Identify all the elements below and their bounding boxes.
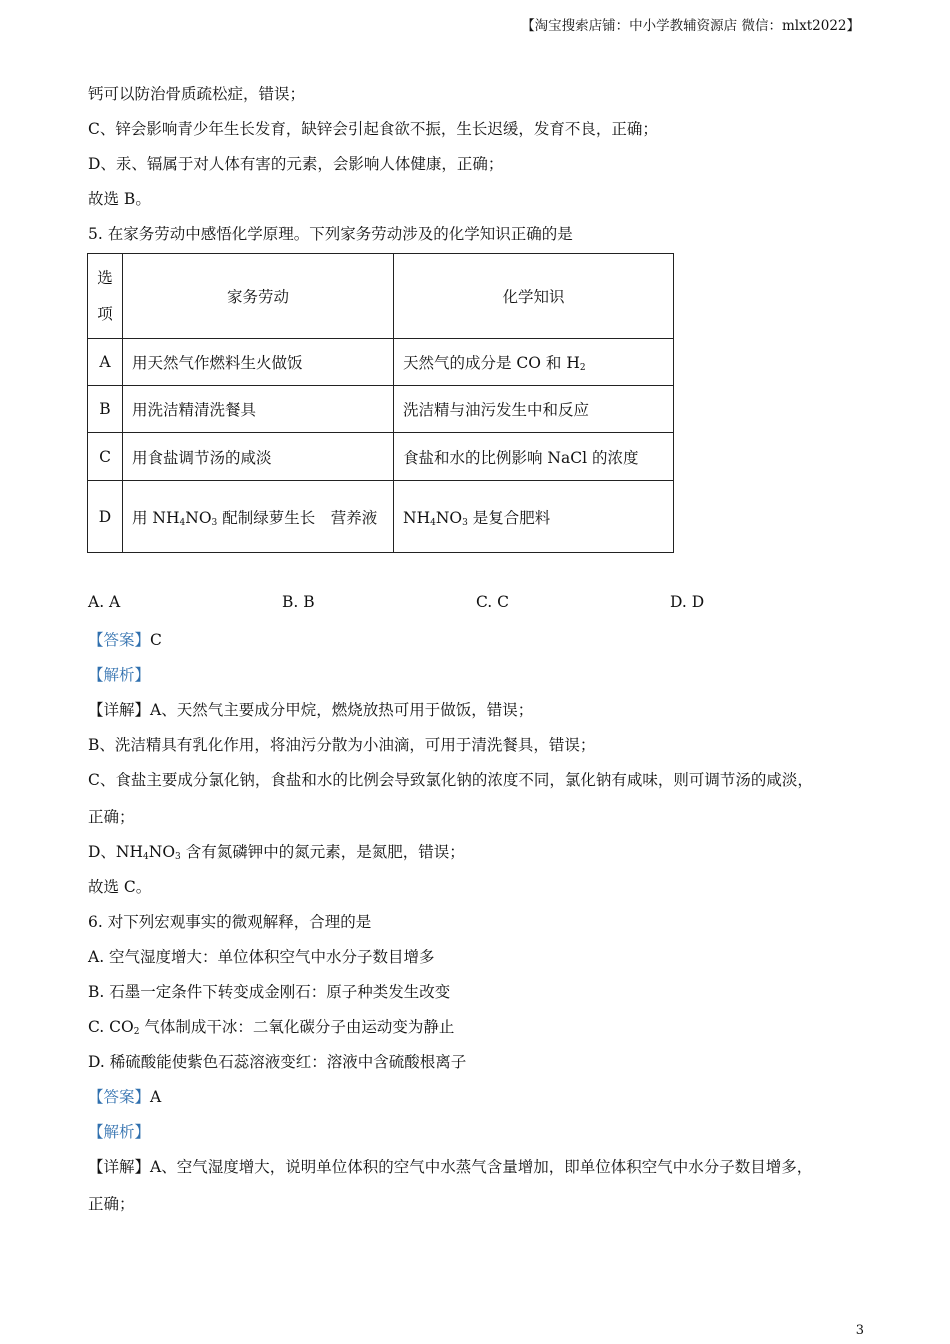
table-header-row [88, 254, 674, 339]
q5-detail-c1: C、食盐主要成分氯化钠，食盐和水的比例会导致氯化钠的浓度不同，氯化钠有咸味，则可调节汤的咸淡， [88, 771, 813, 789]
header-knowledge: 化学知识 [394, 254, 674, 339]
q6-option-b: B. 石墨一定条件下转变成金刚石：原子种类发生改变 [88, 983, 451, 1001]
q5-detail-c2: 正确； [88, 808, 135, 826]
q5-detail-b: B、洗洁精具有乳化作用，将油污分散为小油滴，可用于清洗餐具，错误； [88, 736, 596, 754]
q5-conclusion: 故选 C。 [88, 878, 152, 896]
page-number: 3 [855, 1323, 864, 1338]
row-labor: 用食盐调节汤的咸淡 [123, 433, 394, 481]
prev-line-1: 钙可以防治骨质疏松症，错误； [88, 85, 306, 103]
q5-option-a: A. A [88, 593, 121, 611]
q6-answer: 【答案】A [88, 1088, 162, 1106]
row-option: D [88, 481, 123, 553]
q6-option-d: D. 稀硫酸能使紫色石蕊溶液变红：溶液中含硫酸根离子 [88, 1053, 467, 1071]
q6-analysis-label: 【解析】 [88, 1123, 151, 1141]
q5-option-b: B. B [282, 593, 315, 611]
prev-line-d: D、汞、镉属于对人体有害的元素，会影响人体健康，正确； [88, 155, 504, 173]
row-knowledge: 食盐和水的比例影响 NaCl 的浓度 [394, 433, 674, 481]
q5-stem: 5. 在家务劳动中感悟化学原理。下列家务劳动涉及的化学知识正确的是 [88, 225, 573, 243]
prev-conclusion: 故选 B。 [88, 190, 151, 208]
page-header: 【淘宝搜索店铺：中小学教辅资源店 微信：mlxt2022】 [521, 18, 860, 34]
q6-option-a: A. 空气湿度增大：单位体积空气中水分子数目增多 [88, 948, 435, 966]
q6-detail-a2: 正确； [88, 1195, 135, 1213]
row-knowledge: 天然气的成分是 CO 和 $H_2$ [394, 339, 674, 386]
prev-line-c: C、锌会影响青少年生长发育，缺锌会引起食欲不振，生长迟缓，发育不良，正确； [88, 120, 658, 138]
row-labor: 用洗洁精清洗餐具 [123, 386, 394, 433]
q5-option-c: C. C [476, 593, 510, 611]
row-labor: 用 $NH_4NO_3$ 配制绿萝生长 营养液 [123, 481, 394, 553]
table-row [88, 386, 674, 433]
row-option: C [88, 433, 123, 481]
q5-detail-d: D、$NH_4NO_3$ 含有氮磷钾中的氮元素，是氮肥，错误； [88, 843, 465, 862]
row-option: A [88, 339, 123, 386]
row-knowledge: 洗洁精与油污发生中和反应 [394, 386, 674, 433]
q5-detail-a: 【详解】A、天然气主要成分甲烷，燃烧放热可用于做饭，错误； [88, 701, 534, 719]
header-option: 选 项 [88, 254, 123, 339]
q5-analysis-label: 【解析】 [88, 666, 151, 684]
row-knowledge: $NH_4NO_3$ 是复合肥料 [394, 481, 674, 553]
q5-answer: 【答案】C [88, 631, 162, 649]
q6-detail-a1: 【详解】A、空气湿度增大，说明单位体积的空气中水蒸气含量增加，即单位体积空气中水分子数目增多， [88, 1158, 813, 1176]
q6-option-c: C. $CO_2$ 气体制成干冰：二氧化碳分子由运动变为静止 [88, 1018, 455, 1037]
q5-option-d: D. D [670, 593, 705, 611]
table-row [88, 339, 674, 386]
table-row [88, 481, 674, 553]
q6-stem: 6. 对下列宏观事实的微观解释，合理的是 [88, 913, 372, 931]
table-row [88, 433, 674, 481]
q5-table [87, 253, 674, 553]
row-option: B [88, 386, 123, 433]
header-labor: 家务劳动 [123, 254, 394, 339]
row-labor: 用天然气作燃料生火做饭 [123, 339, 394, 386]
